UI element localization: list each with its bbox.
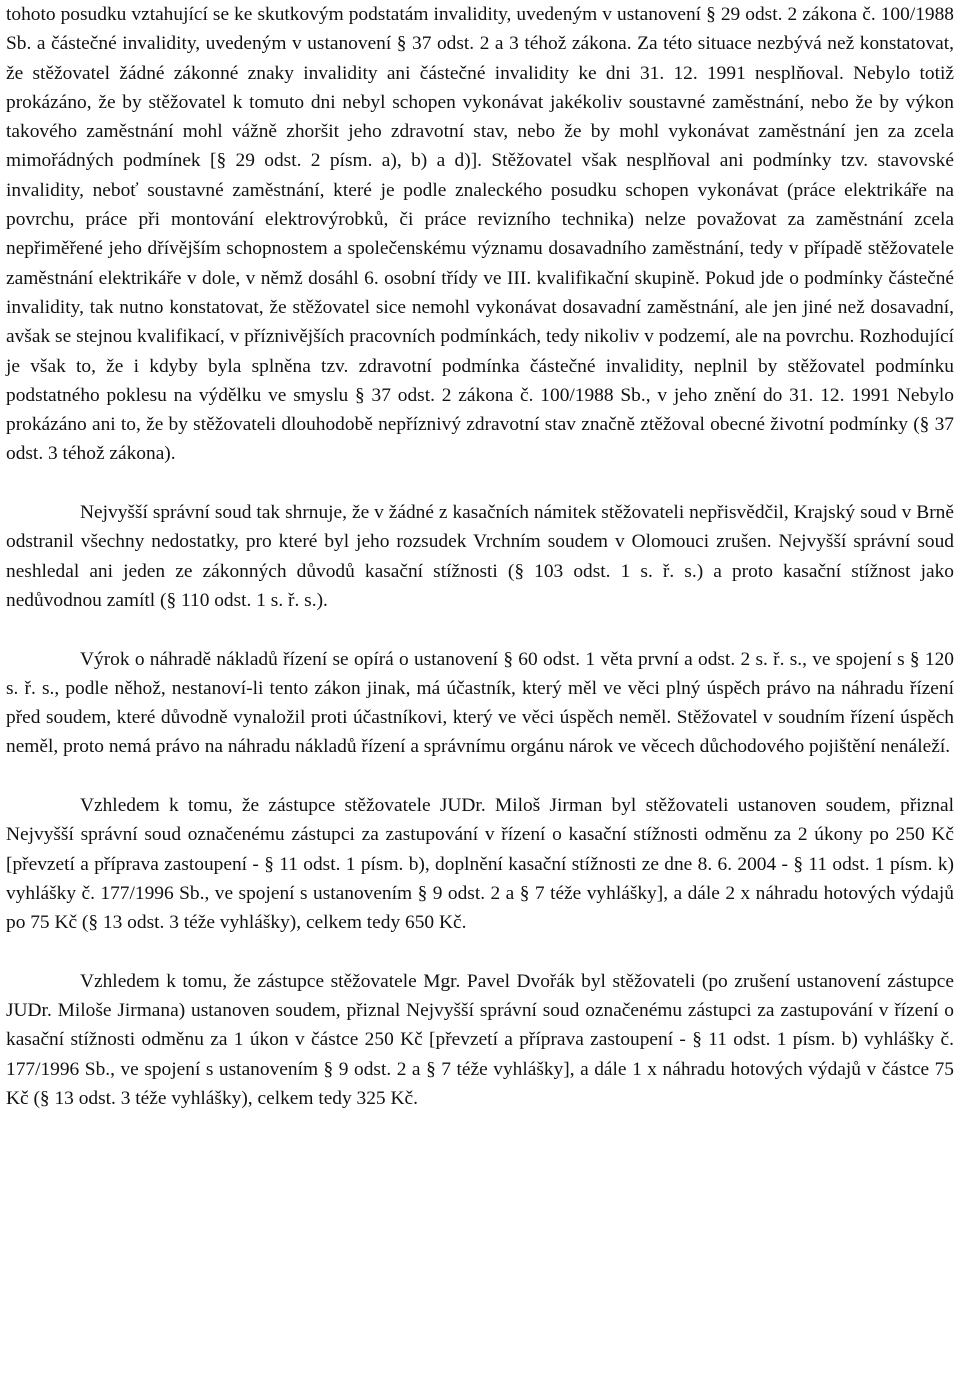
document-page xyxy=(6,0,954,1113)
paragraph-invalidity-assessment: tohoto posudku vztahující se ke skutkovým podstatám invalidity, uvedeným v ustanovení § 29 odst. 2 zákona č. 100/1988 Sb. a částečné invalidity, uvedeným v ustanovení § 37 odst. 2 a 3 téhož zákona. Za této situace nezbývá než konstatovat, že stěžovatel žádné zákonné znaky invalidity ani částečné invalidity ke dni 31. 12. 1991 nesplňoval. Nebylo totiž prokázáno, že by stěžovatel k tomuto dni nebyl schopen vykonávat jakékoliv soustavné zaměstnání, nebo že by výkon takového zaměstnání mohl vážně zhoršit jeho zdravotní stav, nebo že by mohl vykonávat zaměstnání jen za zcela mimořádných podmínek [§ 29 odst. 2 písm. a), b) a d)]. Stěžovatel však nesplňoval ani podmínky tzv. stavovské invalidity, neboť soustavné zaměstnání, které je podle znaleckého posudku schopen vykonávat (práce elektrikáře na povrchu, práce při montování elektrovýrobků, či práce revizního technika) nelze považovat za zaměstnání zcela nepřiměřené jeho dřívějším schopnostem a společenskému významu dosavadního zaměstnání, tedy v případě stěžovatele zaměstnání elektrikáře v dole, v němž dosáhl 6. osobní třídy ve III. kvalifikační skupině. Pokud jde o podmínky částečné invalidity, tak nutno konstatovat, že stěžovatel sice nemohl vykonávat dosavadní zaměstnání, ale jen jiné než dosavadní, avšak se stejnou kvalifikací, v příznivějších pracovních podmínkách, tedy nikoliv v podzemí, ale na povrchu. Rozhodující je však to, že i kdyby byla splněna tzv. zdravotní podmínka částečné invalidity, neplnil by stěžovatel podmínku podstatného poklesu na výdělku ve smyslu § 37 odst. 2 zákona č. 100/1988 Sb., v jeho znění do 31. 12. 1991 Nebylo prokázáno ani to, že by stěžovateli dlouhodobě nepříznivý zdravotní stav značně ztěžoval obecné životní podmínky (§ 37 odst. 3 téhož zákona). xyxy=(6,4,954,465)
paragraph-dvorak-remuneration: Vzhledem k tomu, že zástupce stěžovatele Mgr. Pavel Dvořák byl stěžovateli (po zrušení ustanovení zástupce JUDr. Miloše Jirmana) ustanoven soudem, přiznal Nejvyšší správní soud označenému zástupci za zastupování v řízení o kasační stížnosti odměnu za 1 úkon v částce 250 Kč [převzetí a příprava zastoupení - § 11 odst. 1 písm. b) vyhlášky č. 177/1996 Sb., ve spojení s ustanovením § 9 odst. 2 a § 7 téže vyhlášky], a dále 1 x náhradu hotových výdajů v částce 75 Kč (§ 13 odst. 3 téže vyhlášky), celkem tedy 325 Kč. xyxy=(6,970,954,1109)
paragraph-spacer xyxy=(6,762,954,791)
paragraph-spacer xyxy=(6,469,954,498)
paragraph-court-summary: Nejvyšší správní soud tak shrnuje, že v žádné z kasačních námitek stěžovateli nepřisvědčil, Krajský soud v Brně odstranil všechny nedostatky, pro které byl jeho rozsudek Vrchním soudem v Olomouci zrušen. Nejvyšší správní soud neshledal ani jeden ze zákonných důvodů kasační stížnosti (§ 103 odst. 1 s. ř. s.) a proto kasační stížnost jako nedůvodnou zamítl (§ 110 odst. 1 s. ř. s.). xyxy=(6,502,954,611)
paragraph-jirman-remuneration: Vzhledem k tomu, že zástupce stěžovatele JUDr. Miloš Jirman byl stěžovateli ustanoven soudem, přiznal Nejvyšší správní soud označenému zástupci za zastupování v řízení o kasační stížnosti odměnu za 2 úkony po 250 Kč [převzetí a příprava zastoupení - § 11 odst. 1 písm. b), doplnění kasační stížnosti ze dne 8. 6. 2004 - § 11 odst. 1 písm. k) vyhlášky č. 177/1996 Sb., ve spojení s ustanovením § 9 odst. 2 a § 7 téže vyhlášky], a dále 2 x náhradu hotových výdajů po 75 Kč (§ 13 odst. 3 téže vyhlášky), celkem tedy 650 Kč. xyxy=(6,795,954,934)
paragraph-costs-ruling: Výrok o náhradě nákladů řízení se opírá o ustanovení § 60 odst. 1 věta první a odst. 2 s. ř. s., ve spojení s § 120 s. ř. s., podle něhož, nestanoví-li tento zákon jinak, má účastník, který měl ve věci plný úspěch právo na náhradu řízení před soudem, které důvodně vynaložil proti účastníkovi, který ve věci úspěch neměl. Stěžovatel v soudním řízení úspěch neměl, proto nemá právo na náhradu nákladů řízení a správnímu orgánu nárok ve věcech důchodového pojištění nenáleží. xyxy=(6,648,954,758)
paragraph-spacer xyxy=(6,615,954,644)
paragraph-spacer xyxy=(6,938,954,967)
